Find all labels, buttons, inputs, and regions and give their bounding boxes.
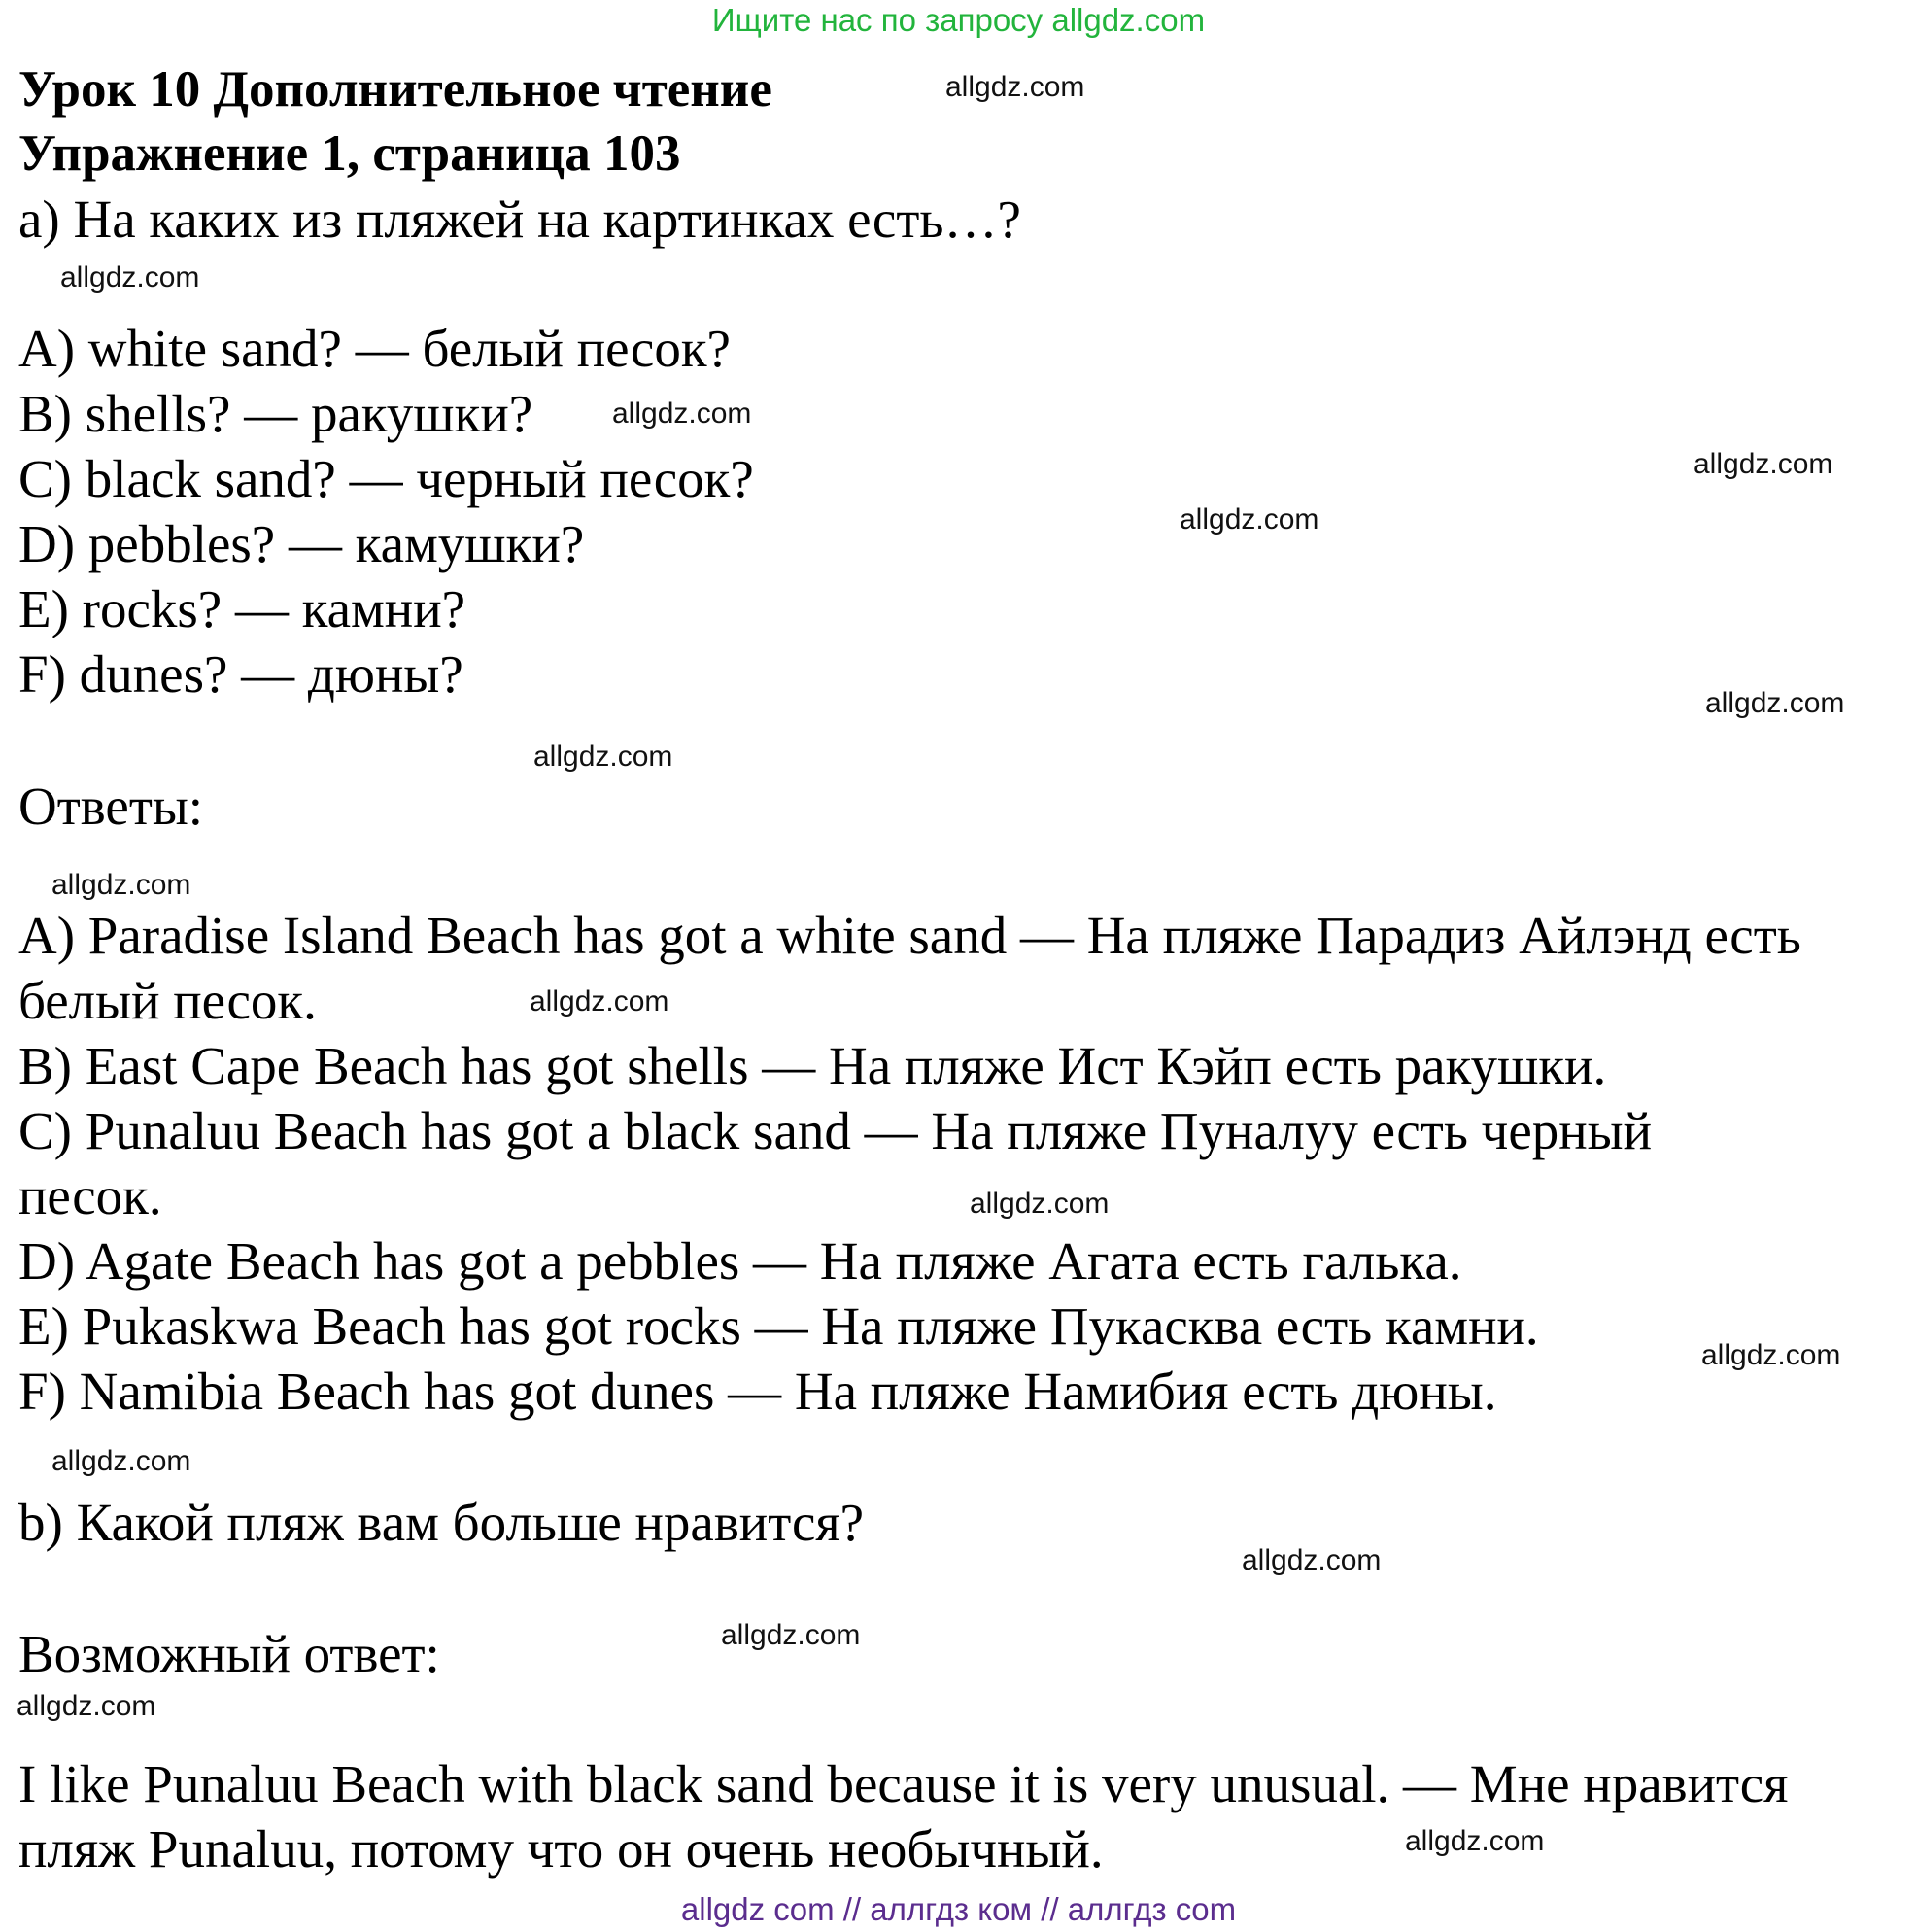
watermark: allgdz.com xyxy=(612,397,752,430)
watermark: allgdz.com xyxy=(51,869,191,901)
exercise-title: Упражнение 1, страница 103 xyxy=(18,125,681,182)
answer-line: B) East Cape Beach has got shells — На пляже Ист Кэйп есть ракушки. xyxy=(18,1036,1607,1095)
answer-line: E) Pukaskwa Beach has got rocks — На пляже Пукасква есть камни. xyxy=(18,1296,1539,1356)
watermark: allgdz.com xyxy=(945,71,1085,103)
possible-answer-label: Возможный ответ: xyxy=(18,1624,440,1683)
answer-line: D) Agate Beach has got a pebbles — На пляже Агата есть галька. xyxy=(18,1231,1462,1291)
answer-line: песок. xyxy=(18,1166,162,1225)
answer-line: F) Namibia Beach has got dunes — На пляже Намибия есть дюны. xyxy=(18,1362,1497,1421)
watermark: allgdz.com xyxy=(60,261,200,293)
task-a-item: D) pebbles? — камушки? xyxy=(18,514,585,573)
top-banner[interactable]: Ищите нас по запросу allgdz.com xyxy=(711,2,1206,38)
answer-line: белый песок. xyxy=(18,971,317,1030)
watermark: allgdz.com xyxy=(1405,1825,1545,1857)
lesson-title: Урок 10 Дополнительное чтение xyxy=(18,61,772,118)
watermark: allgdz.com xyxy=(530,985,669,1018)
watermark: allgdz.com xyxy=(17,1690,156,1722)
watermark: allgdz.com xyxy=(533,741,673,773)
watermark: allgdz.com xyxy=(1242,1544,1382,1576)
watermark: allgdz.com xyxy=(1701,1339,1841,1371)
task-b-question: b) Какой пляж вам больше нравится? xyxy=(18,1493,865,1552)
task-a-item: B) shells? — ракушки? xyxy=(18,384,533,443)
watermark: allgdz.com xyxy=(1180,503,1319,535)
task-a-item: C) black sand? — черный песок? xyxy=(18,449,754,508)
answer-line: A) Paradise Island Beach has got a white sand — На пляже Парадиз Айлэнд есть xyxy=(18,906,1801,965)
watermark: allgdz.com xyxy=(721,1619,861,1651)
task-a-item: A) white sand? — белый песок? xyxy=(18,319,731,378)
watermark: allgdz.com xyxy=(1705,687,1845,719)
answers-label: Ответы: xyxy=(18,776,204,836)
task-a-item: F) dunes? — дюны? xyxy=(18,644,463,704)
task-a-item: E) rocks? — камни? xyxy=(18,579,466,638)
watermark: allgdz.com xyxy=(51,1445,191,1477)
watermark: allgdz.com xyxy=(1694,448,1833,480)
possible-answer-line: I like Punaluu Beach with black sand because it is very unusual. — Мне нравится xyxy=(18,1754,1789,1813)
watermark: allgdz.com xyxy=(970,1188,1110,1220)
task-a-question: a) На каких из пляжей на картинках есть…? xyxy=(18,190,1021,249)
answer-line: C) Punaluu Beach has got a black sand — На пляже Пуналуу есть черный xyxy=(18,1101,1653,1160)
possible-answer-line: пляж Punaluu, потому что он очень необычный. xyxy=(18,1819,1104,1879)
bottom-banner[interactable]: allgdz com // аллгдз ком // аллгдз com xyxy=(680,1891,1237,1927)
